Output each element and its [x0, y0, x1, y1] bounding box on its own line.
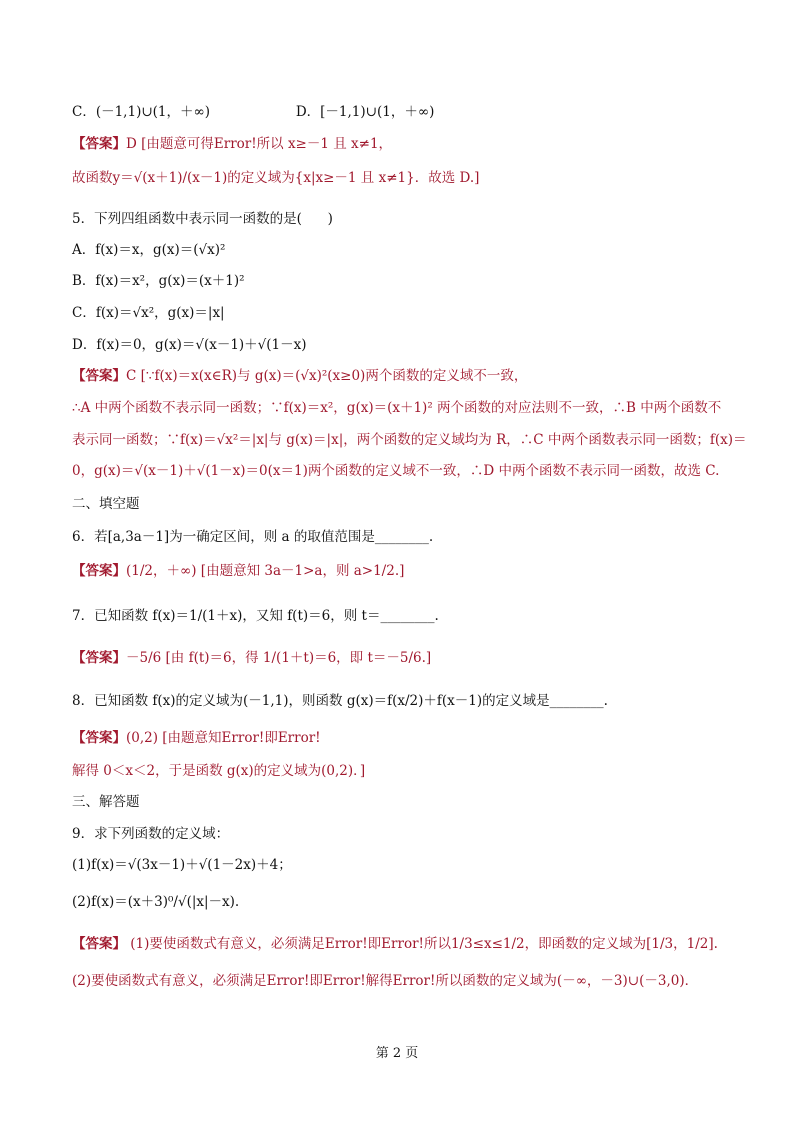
answer-tag: 【答案】: [72, 563, 126, 579]
answer-line: (2)要使函数式有意义，必须满足Error!即Error!解得Error!所以函数的定义域为(－∞，－3)∪(－3,0)．: [72, 973, 699, 989]
answer-tag: 【答案】: [72, 650, 126, 666]
answer-line: 【答案】(0,2) [由题意知Error!即Error!: [72, 730, 321, 746]
answer-line: 【答案】D [由题意可得Error!所以 x≥－1 且 x≠1，: [72, 136, 393, 152]
option-a: A．f(x)＝x，g(x)＝(√x)²: [72, 242, 226, 258]
page-number: 第 2 页: [375, 1046, 419, 1061]
option-line: C．(－1,1)∪(1，＋∞) D．[－1,1)∪(1，＋∞): [72, 104, 435, 120]
answer-line: 【答案】－5/6 [由 f(t)＝6，得 1/(1＋t)＝6，即 t＝－5/6.]: [72, 650, 432, 666]
option-d: D．f(x)＝0，g(x)＝√(x－1)＋√(1－x): [72, 337, 307, 353]
question-5: 5．下列四组函数中表示同一函数的是( ): [72, 211, 333, 227]
question-8: 8．已知函数 f(x)的定义域为(－1,1)，则函数 g(x)＝f(x/2)＋f(x－1)的定义域是________.: [72, 693, 608, 709]
question-9-part-1: (1)f(x)＝√(3x－1)＋√(1－2x)＋4；: [72, 857, 292, 873]
question-9: 9．求下列函数的定义域：: [72, 826, 230, 842]
answer-tag: 【答案】: [72, 730, 126, 746]
answer-line: 表示同一函数；∵f(x)＝√x²＝|x|与 g(x)＝|x|，两个函数的定义域均为 R，∴C 中两个函数表示同一函数；f(x)＝: [72, 432, 747, 448]
answer-line: 0，g(x)＝√(x－1)＋√(1－x)＝0(x＝1)两个函数的定义域不一致，∴D 中两个函数不表示同一函数，故选 C.: [72, 463, 720, 479]
question-9-part-2: (2)f(x)＝(x＋3)⁰/√(|x|－x).: [72, 894, 240, 910]
option-b: B．f(x)＝x²，g(x)＝(x＋1)²: [72, 273, 245, 289]
option-c: C．f(x)＝√x²，g(x)＝|x|: [72, 305, 225, 321]
question-6: 6．若[a,3a－1]为一确定区间，则 a 的取值范围是________.: [72, 529, 434, 545]
answer-line: 【答案】C [∵f(x)＝x(x∈R)与 g(x)＝(√x)²(x≥0)两个函数的定义域不一致，: [72, 368, 528, 384]
answer-tag: 【答案】: [72, 368, 126, 384]
section-heading: 二、填空题: [72, 496, 140, 512]
answer-tag: 【答案】: [72, 936, 126, 952]
answer-line: 【答案】 (1)要使函数式有意义，必须满足Error!即Error!所以1/3≤x≤1/2，即函数的定义域为[1/3，1/2].: [72, 936, 718, 952]
answer-line: ∴A 中两个函数不表示同一函数；∵f(x)＝x²，g(x)＝(x＋1)² 两个函数的对应法则不一致，∴B 中两个函数不: [72, 400, 722, 416]
section-heading: 三、解答题: [72, 794, 140, 810]
answer-line: 【答案】(1/2，＋∞) [由题意知 3a－1>a，则 a>1/2.]: [72, 563, 405, 579]
answer-line: 解得 0＜x＜2，于是函数 g(x)的定义域为(0,2)．]: [72, 763, 366, 779]
answer-line: 故函数y＝√(x＋1)/(x－1)的定义域为{x|x≥－1 且 x≠1}．故选 D.]: [72, 170, 480, 186]
answer-tag: 【答案】: [72, 136, 126, 152]
question-7: 7．已知函数 f(x)＝1/(1＋x)，又知 f(t)＝6，则 t＝________.: [72, 608, 439, 624]
